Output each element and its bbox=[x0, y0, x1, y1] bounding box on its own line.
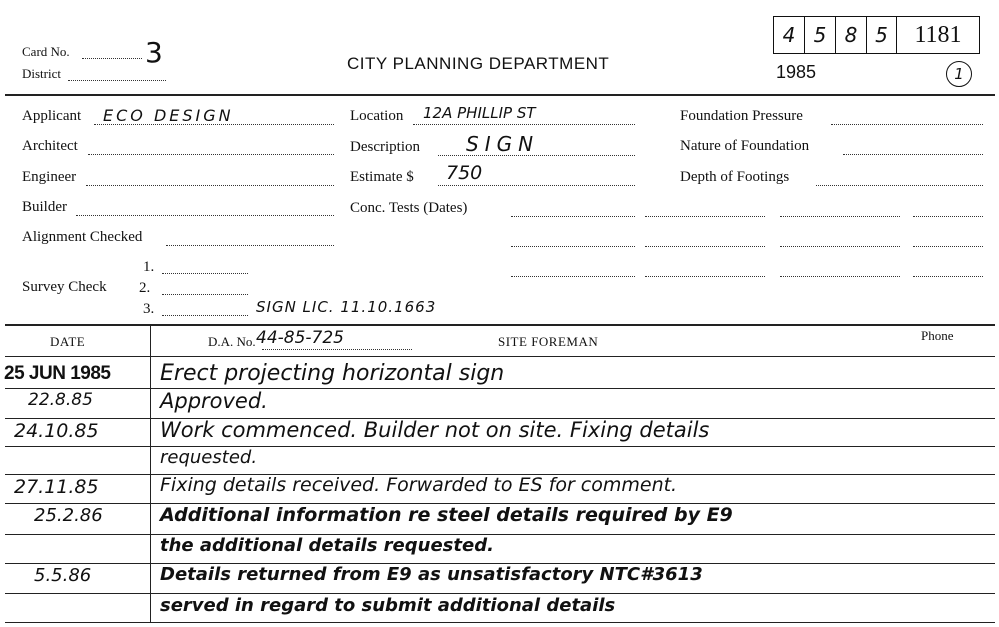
depth-of-footings-line bbox=[816, 185, 983, 186]
conc-tests-label: Conc. Tests (Dates) bbox=[350, 200, 468, 216]
conc-tests-line bbox=[511, 276, 635, 277]
date-header: DATE bbox=[50, 334, 86, 349]
circled-number-value: 1 bbox=[954, 65, 964, 83]
conc-tests-line bbox=[913, 276, 983, 277]
log-rule bbox=[5, 534, 995, 535]
log-entry-text: Fixing details received. Forwarded to ES for comment. bbox=[160, 474, 678, 496]
ref-digit: 4 bbox=[774, 17, 805, 53]
log-rule bbox=[5, 593, 995, 594]
conc-tests-line bbox=[780, 246, 900, 247]
reference-digit-boxes bbox=[773, 16, 897, 54]
conc-tests-line bbox=[913, 246, 983, 247]
location-label: Location bbox=[350, 108, 404, 124]
builder-line bbox=[76, 215, 334, 216]
card-no-line bbox=[82, 58, 142, 59]
conc-tests-line bbox=[780, 216, 900, 217]
log-date: 27.11.85 bbox=[14, 476, 99, 498]
nature-of-foundation-label: Nature of Foundation bbox=[680, 138, 810, 154]
da-number-label: D.A. No. bbox=[208, 334, 256, 349]
log-rule bbox=[5, 446, 995, 447]
district-label: District bbox=[22, 66, 61, 81]
da-number-value: 44-85-725 bbox=[256, 328, 344, 348]
log-rule bbox=[5, 622, 995, 623]
survey-3-value: SIGN LIC. 11.10.1663 bbox=[256, 298, 437, 316]
log-entry-text: Erect projecting horizontal sign bbox=[160, 361, 505, 386]
survey-line-3 bbox=[162, 315, 248, 316]
conc-tests-line-1 bbox=[511, 216, 635, 217]
estimate-label: Estimate $ bbox=[350, 169, 414, 185]
log-entry-text: Additional information re steel details required by E9 bbox=[160, 504, 733, 526]
log-date: 25.2.86 bbox=[34, 505, 103, 526]
log-rule bbox=[5, 388, 995, 389]
applicant-label: Applicant bbox=[22, 108, 82, 124]
district-line bbox=[68, 80, 166, 81]
description-label: Description bbox=[350, 139, 420, 155]
conc-tests-line bbox=[913, 216, 983, 217]
department-title: CITY PLANNING DEPARTMENT bbox=[347, 54, 610, 73]
header-divider bbox=[5, 94, 995, 96]
reference-number-box bbox=[897, 16, 980, 54]
survey-line-1 bbox=[162, 273, 248, 274]
conc-tests-line bbox=[645, 276, 765, 277]
engineer-line bbox=[86, 185, 334, 186]
conc-tests-line bbox=[780, 276, 900, 277]
survey-check-label: Survey Check bbox=[22, 279, 107, 295]
engineer-label: Engineer bbox=[22, 169, 77, 185]
survey-num-2: 2. bbox=[139, 280, 151, 296]
log-date: 24.10.85 bbox=[14, 420, 99, 442]
reference-number: 1181 bbox=[914, 22, 962, 48]
estimate-value: 750 bbox=[446, 162, 483, 184]
builder-label: Builder bbox=[22, 199, 67, 215]
survey-num-1: 1. bbox=[143, 259, 155, 275]
architect-label: Architect bbox=[22, 138, 78, 154]
log-date: 5.5.86 bbox=[34, 565, 92, 586]
nature-of-foundation-line bbox=[843, 154, 983, 155]
foundation-pressure-label: Foundation Pressure bbox=[680, 108, 803, 124]
log-date: 22.8.85 bbox=[28, 390, 93, 410]
estimate-line bbox=[438, 185, 635, 186]
year: 1985 bbox=[776, 62, 817, 82]
ref-digit: 8 bbox=[836, 17, 867, 53]
log-entry-text: Approved. bbox=[160, 389, 268, 413]
log-entry-text: Details returned from E9 as unsatisfactory NTC#3613 bbox=[160, 564, 703, 585]
conc-tests-line bbox=[645, 216, 765, 217]
depth-of-footings-label: Depth of Footings bbox=[680, 169, 790, 185]
conc-tests-line-2 bbox=[511, 246, 635, 247]
survey-line-2 bbox=[162, 294, 248, 295]
phone-label: Phone bbox=[921, 328, 954, 343]
card-no-value: 3 bbox=[145, 36, 163, 69]
circled-number bbox=[946, 61, 972, 87]
da-number-line bbox=[262, 349, 412, 350]
location-value: 12A PHILLIP ST bbox=[423, 104, 536, 122]
ref-digit: 5 bbox=[805, 17, 836, 53]
conc-tests-line bbox=[645, 246, 765, 247]
applicant-value: ECO DESIGN bbox=[103, 106, 234, 125]
log-date-stamp: 25 JUN 1985 bbox=[4, 363, 111, 384]
log-entry-text: served in regard to submit additional details bbox=[160, 595, 616, 616]
log-top-border bbox=[5, 324, 995, 326]
log-entry-text: requested. bbox=[160, 447, 258, 468]
alignment-checked-line bbox=[166, 245, 334, 246]
location-line bbox=[413, 124, 635, 125]
architect-line bbox=[88, 154, 334, 155]
foundation-pressure-line bbox=[831, 124, 983, 125]
log-entry-text: the additional details requested. bbox=[160, 535, 494, 556]
card-no-label: Card No. bbox=[22, 44, 70, 59]
alignment-checked-label: Alignment Checked bbox=[22, 229, 143, 245]
log-entry-text: Work commenced. Builder not on site. Fixing details bbox=[160, 418, 710, 442]
log-rule bbox=[5, 356, 995, 357]
survey-num-3: 3. bbox=[143, 301, 155, 317]
ref-digit: 5 bbox=[875, 23, 888, 47]
site-foreman-label: SITE FOREMAN bbox=[498, 334, 599, 349]
description-value: SIGN bbox=[466, 132, 540, 156]
